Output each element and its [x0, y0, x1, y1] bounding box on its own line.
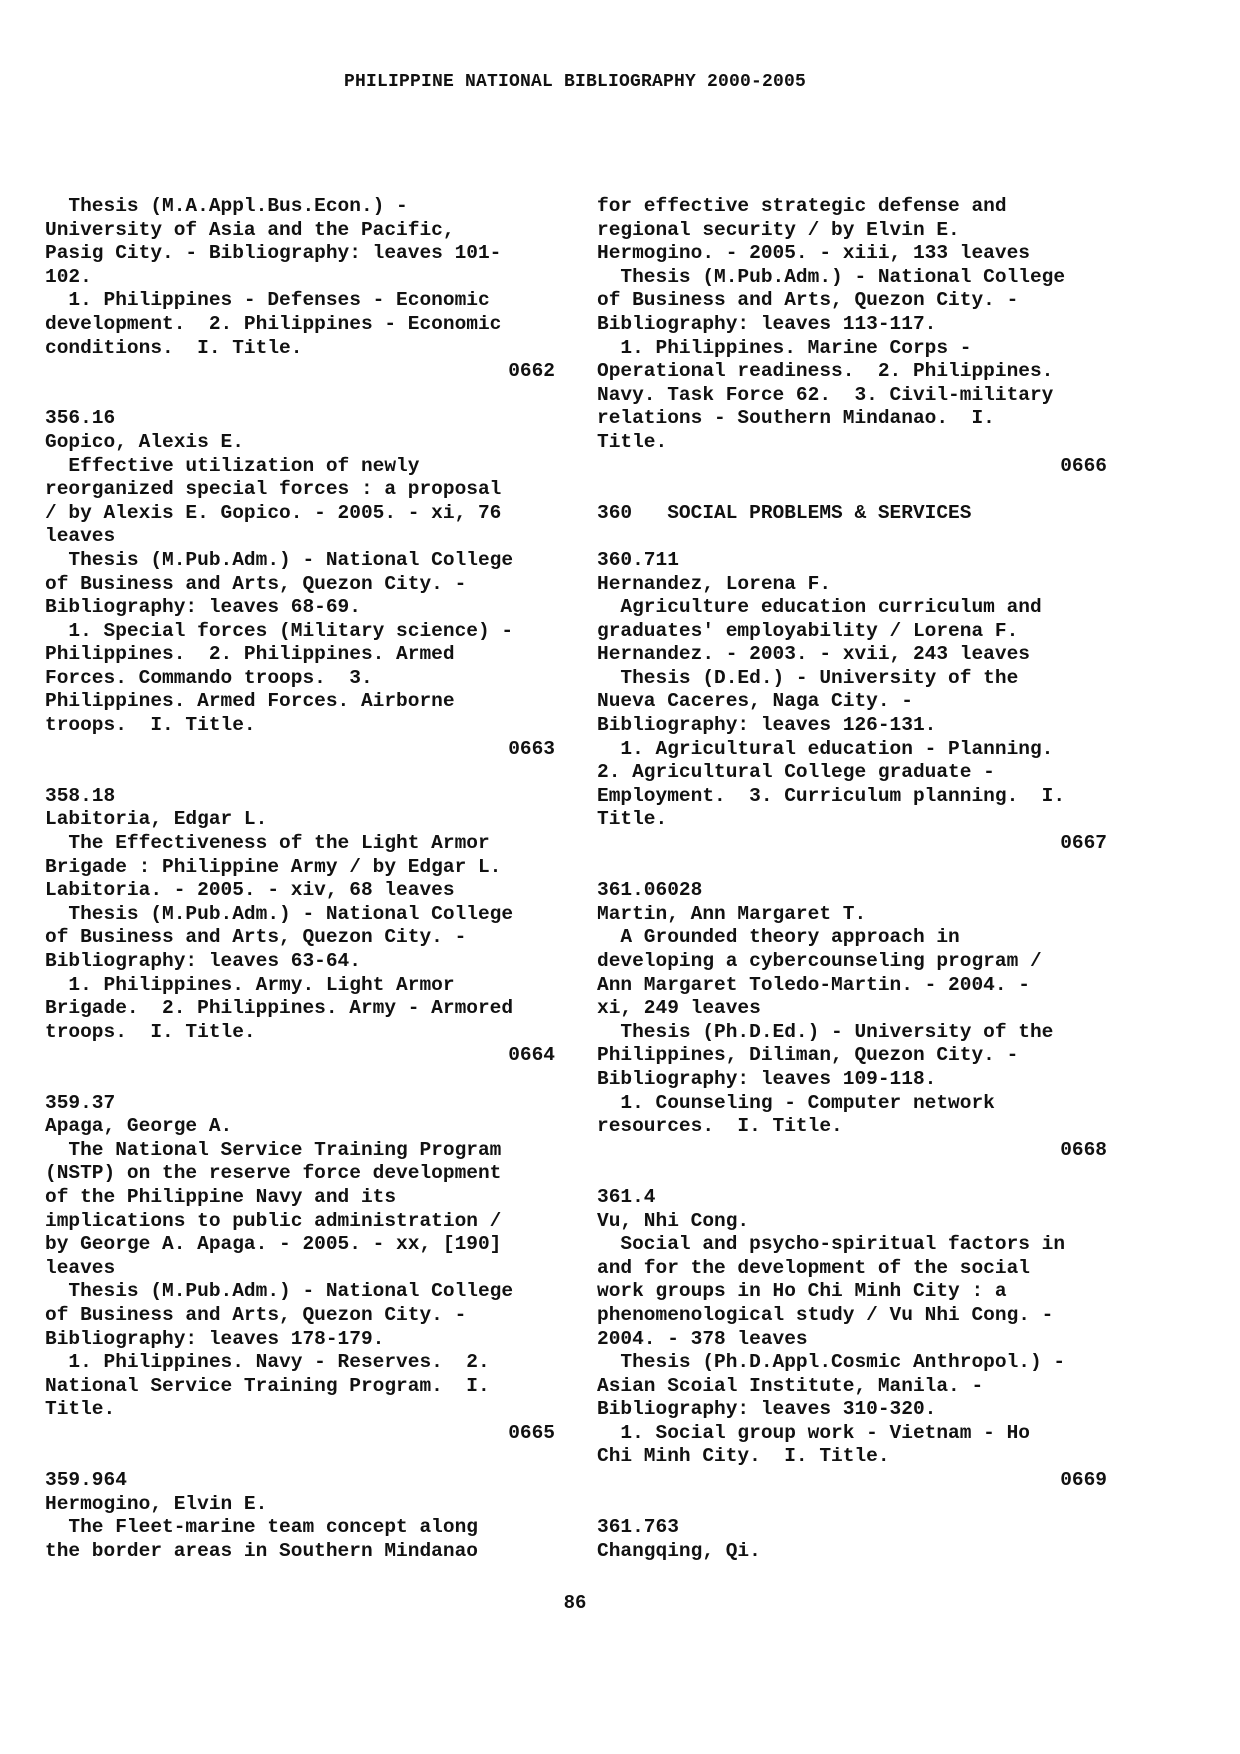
text-line: 361.06028 — [597, 879, 703, 902]
text-line: 2004. - 378 leaves — [597, 1327, 808, 1350]
text-line: of Business and Arts, Quezon City. - — [45, 572, 467, 595]
text-line: Thesis (M.Pub.Adm.) - National College — [597, 265, 1066, 288]
text-line: 356.16 — [45, 407, 116, 430]
text-line: Martin, Ann Margaret T. — [597, 902, 867, 925]
entry-number: 0669 — [1060, 1469, 1107, 1492]
text-line: 359.37 — [45, 1091, 116, 1114]
text-line: leaves — [45, 525, 116, 548]
text-line: Title. — [597, 808, 668, 831]
text-line: work groups in Ho Chi Minh City : a — [597, 1280, 1007, 1303]
text-line: regional security / by Elvin E. — [597, 218, 960, 241]
text-line: Brigade : Philippine Army / by Edgar L. — [45, 855, 502, 878]
text-line — [597, 478, 1107, 502]
text-line: Changqing, Qi. — [597, 1539, 761, 1562]
running-head: PHILIPPINE NATIONAL BIBLIOGRAPHY 2000-2005 — [343, 72, 807, 92]
text-line: Thesis (M.Pub.Adm.) - National College — [45, 548, 514, 571]
text-line: Nueva Caceres, Naga City. - — [597, 690, 913, 713]
text-line: Title. — [45, 1398, 116, 1421]
text-line: 1. Philippines. Marine Corps - — [597, 336, 972, 359]
text-line: Philippines. Armed Forces. Airborne — [45, 690, 455, 713]
text-line: Effective utilization of newly — [45, 454, 420, 477]
text-line: relations - Southern Mindanao. I. — [597, 407, 995, 430]
text-line: 2. Agricultural College graduate - — [597, 761, 995, 784]
text-line: Bibliography: leaves 178-179. — [45, 1327, 385, 1350]
entry-number: 0662 — [508, 360, 555, 383]
text-line: the border areas in Southern Mindanao — [45, 1539, 478, 1562]
text-line: development. 2. Philippines - Economic — [45, 312, 502, 335]
text-line: 359.964 — [45, 1469, 127, 1492]
text-line: Bibliography: leaves 63-64. — [45, 950, 361, 972]
text-line: Bibliography: leaves 310-320. — [597, 1398, 937, 1421]
text-line: troops. I. Title. — [45, 1020, 256, 1043]
text-line: of Business and Arts, Quezon City. - — [45, 1303, 467, 1326]
entry-number: 0665 — [508, 1421, 555, 1444]
text-line: Thesis (M.Pub.Adm.) - National College — [45, 1280, 514, 1303]
text-line: A Grounded theory approach in — [597, 926, 960, 949]
text-line — [45, 384, 555, 408]
text-line: Thesis (D.Ed.) - University of the — [597, 666, 1019, 689]
text-line: Operational readiness. 2. Philippines. — [597, 360, 1054, 383]
text-line: Gopico, Alexis E. — [45, 430, 244, 453]
text-line — [597, 525, 1107, 549]
text-line: 360 SOCIAL PROBLEMS & SERVICES — [597, 501, 972, 524]
text-line — [45, 761, 555, 785]
text-line: Thesis (Ph.D.Appl.Cosmic Anthropol.) - — [597, 1351, 1066, 1374]
text-line: 1. Philippines - Defenses - Economic — [45, 289, 490, 312]
text-line: resources. I. Title. — [597, 1115, 843, 1138]
text-line: by George A. Apaga. - 2005. - xx, [190] — [45, 1233, 502, 1256]
text-line: Social and psycho-spiritual factors in — [597, 1233, 1066, 1256]
text-line: National Service Training Program. I. — [45, 1374, 490, 1397]
text-line: 1. Counseling - Computer network — [597, 1091, 995, 1114]
text-line: 1. Philippines. Navy - Reserves. 2. — [45, 1351, 490, 1374]
text-line: (NSTP) on the reserve force development — [45, 1162, 502, 1185]
text-line: graduates' employability / Lorena F. — [597, 619, 1019, 642]
text-line: 1. Philippines. Army. Light Armor — [45, 973, 455, 996]
text-line: for effective strategic defense and — [597, 195, 1007, 217]
text-line: phenomenological study / Vu Nhi Cong. - — [597, 1303, 1054, 1326]
text-line: Brigade. 2. Philippines. Army - Armored — [45, 997, 514, 1020]
entry-number: 0668 — [1060, 1138, 1107, 1161]
text-line: Pasig City. - Bibliography: leaves 101- — [45, 242, 502, 265]
text-line: The Fleet-marine team concept along — [45, 1516, 478, 1539]
text-line: Employment. 3. Curriculum planning. I. — [597, 784, 1066, 807]
text-line: 1. Agricultural education - Planning. — [597, 737, 1054, 760]
entry-number: 0664 — [508, 1044, 555, 1067]
text-line: Thesis (Ph.D.Ed.) - University of the — [597, 1020, 1054, 1043]
text-line: Thesis (M.A.Appl.Bus.Econ.) - — [45, 195, 408, 217]
text-line: / by Alexis E. Gopico. - 2005. - xi, 76 — [45, 501, 502, 524]
text-line: University of Asia and the Pacific, — [45, 218, 455, 241]
text-line: The Effectiveness of the Light Armor — [45, 832, 490, 855]
text-line: Hernandez, Lorena F. — [597, 572, 832, 595]
text-line: Labitoria, Edgar L. — [45, 808, 268, 831]
text-line: Navy. Task Force 62. 3. Civil-military — [597, 383, 1054, 406]
text-line: Bibliography: leaves 109-118. — [597, 1067, 937, 1090]
text-line: Title. — [597, 430, 668, 453]
text-line: of the Philippine Navy and its — [45, 1185, 397, 1208]
text-line: conditions. I. Title. — [45, 336, 303, 359]
text-line — [597, 1493, 1107, 1517]
text-line: Agriculture education curriculum and — [597, 596, 1042, 619]
text-line: Vu, Nhi Cong. — [597, 1209, 750, 1232]
text-line: Asian Scoial Institute, Manila. - — [597, 1374, 984, 1397]
text-line: Hermogino. - 2005. - xiii, 133 leaves — [597, 242, 1030, 265]
text-line: leaves — [45, 1256, 116, 1279]
text-line — [45, 1445, 555, 1469]
text-line: 358.18 — [45, 784, 116, 807]
entry-number: 0666 — [1060, 454, 1107, 477]
entry-number: 0667 — [1060, 832, 1107, 855]
text-line: The National Service Training Program — [45, 1138, 502, 1161]
text-line: Labitoria. - 2005. - xiv, 68 leaves — [45, 879, 455, 902]
text-line: 360.711 — [597, 548, 679, 571]
left-column — [45, 195, 555, 1563]
text-line — [45, 1068, 555, 1092]
right-column — [597, 195, 1107, 1563]
text-line: developing a cybercounseling program / — [597, 950, 1042, 972]
text-line: Bibliography: leaves 68-69. — [45, 596, 361, 619]
text-line — [597, 1162, 1107, 1186]
entry-number: 0663 — [508, 737, 555, 760]
text-line: Ann Margaret Toledo-Martin. - 2004. - — [597, 973, 1030, 996]
text-line: Bibliography: leaves 113-117. — [597, 312, 937, 335]
text-line: of Business and Arts, Quezon City. - — [597, 289, 1019, 312]
text-line: Philippines. 2. Philippines. Armed — [45, 643, 455, 666]
text-line: troops. I. Title. — [45, 714, 256, 737]
text-line: of Business and Arts, Quezon City. - — [45, 926, 467, 949]
text-line: Bibliography: leaves 126-131. — [597, 714, 937, 737]
text-line: Hernandez. - 2003. - xvii, 243 leaves — [597, 643, 1030, 666]
text-line: 361.4 — [597, 1185, 656, 1208]
text-line — [597, 856, 1107, 880]
text-line: implications to public administration / — [45, 1209, 502, 1232]
text-line: Chi Minh City. I. Title. — [597, 1445, 890, 1468]
page-number: 86 — [563, 1592, 587, 1614]
text-line: Philippines, Diliman, Quezon City. - — [597, 1044, 1019, 1067]
text-line: xi, 249 leaves — [597, 997, 761, 1020]
text-line: 1. Social group work - Vietnam - Ho — [597, 1421, 1030, 1444]
text-line: 1. Special forces (Military science) - — [45, 619, 514, 642]
text-line: Forces. Commando troops. 3. — [45, 666, 373, 689]
text-line: reorganized special forces : a proposal — [45, 478, 502, 501]
text-line: Apaga, George A. — [45, 1115, 233, 1138]
text-line: 361.763 — [597, 1516, 679, 1539]
text-line: Thesis (M.Pub.Adm.) - National College — [45, 902, 514, 925]
text-line: 102. — [45, 265, 92, 288]
text-line: Hermogino, Elvin E. — [45, 1492, 268, 1515]
text-line: and for the development of the social — [597, 1256, 1030, 1279]
